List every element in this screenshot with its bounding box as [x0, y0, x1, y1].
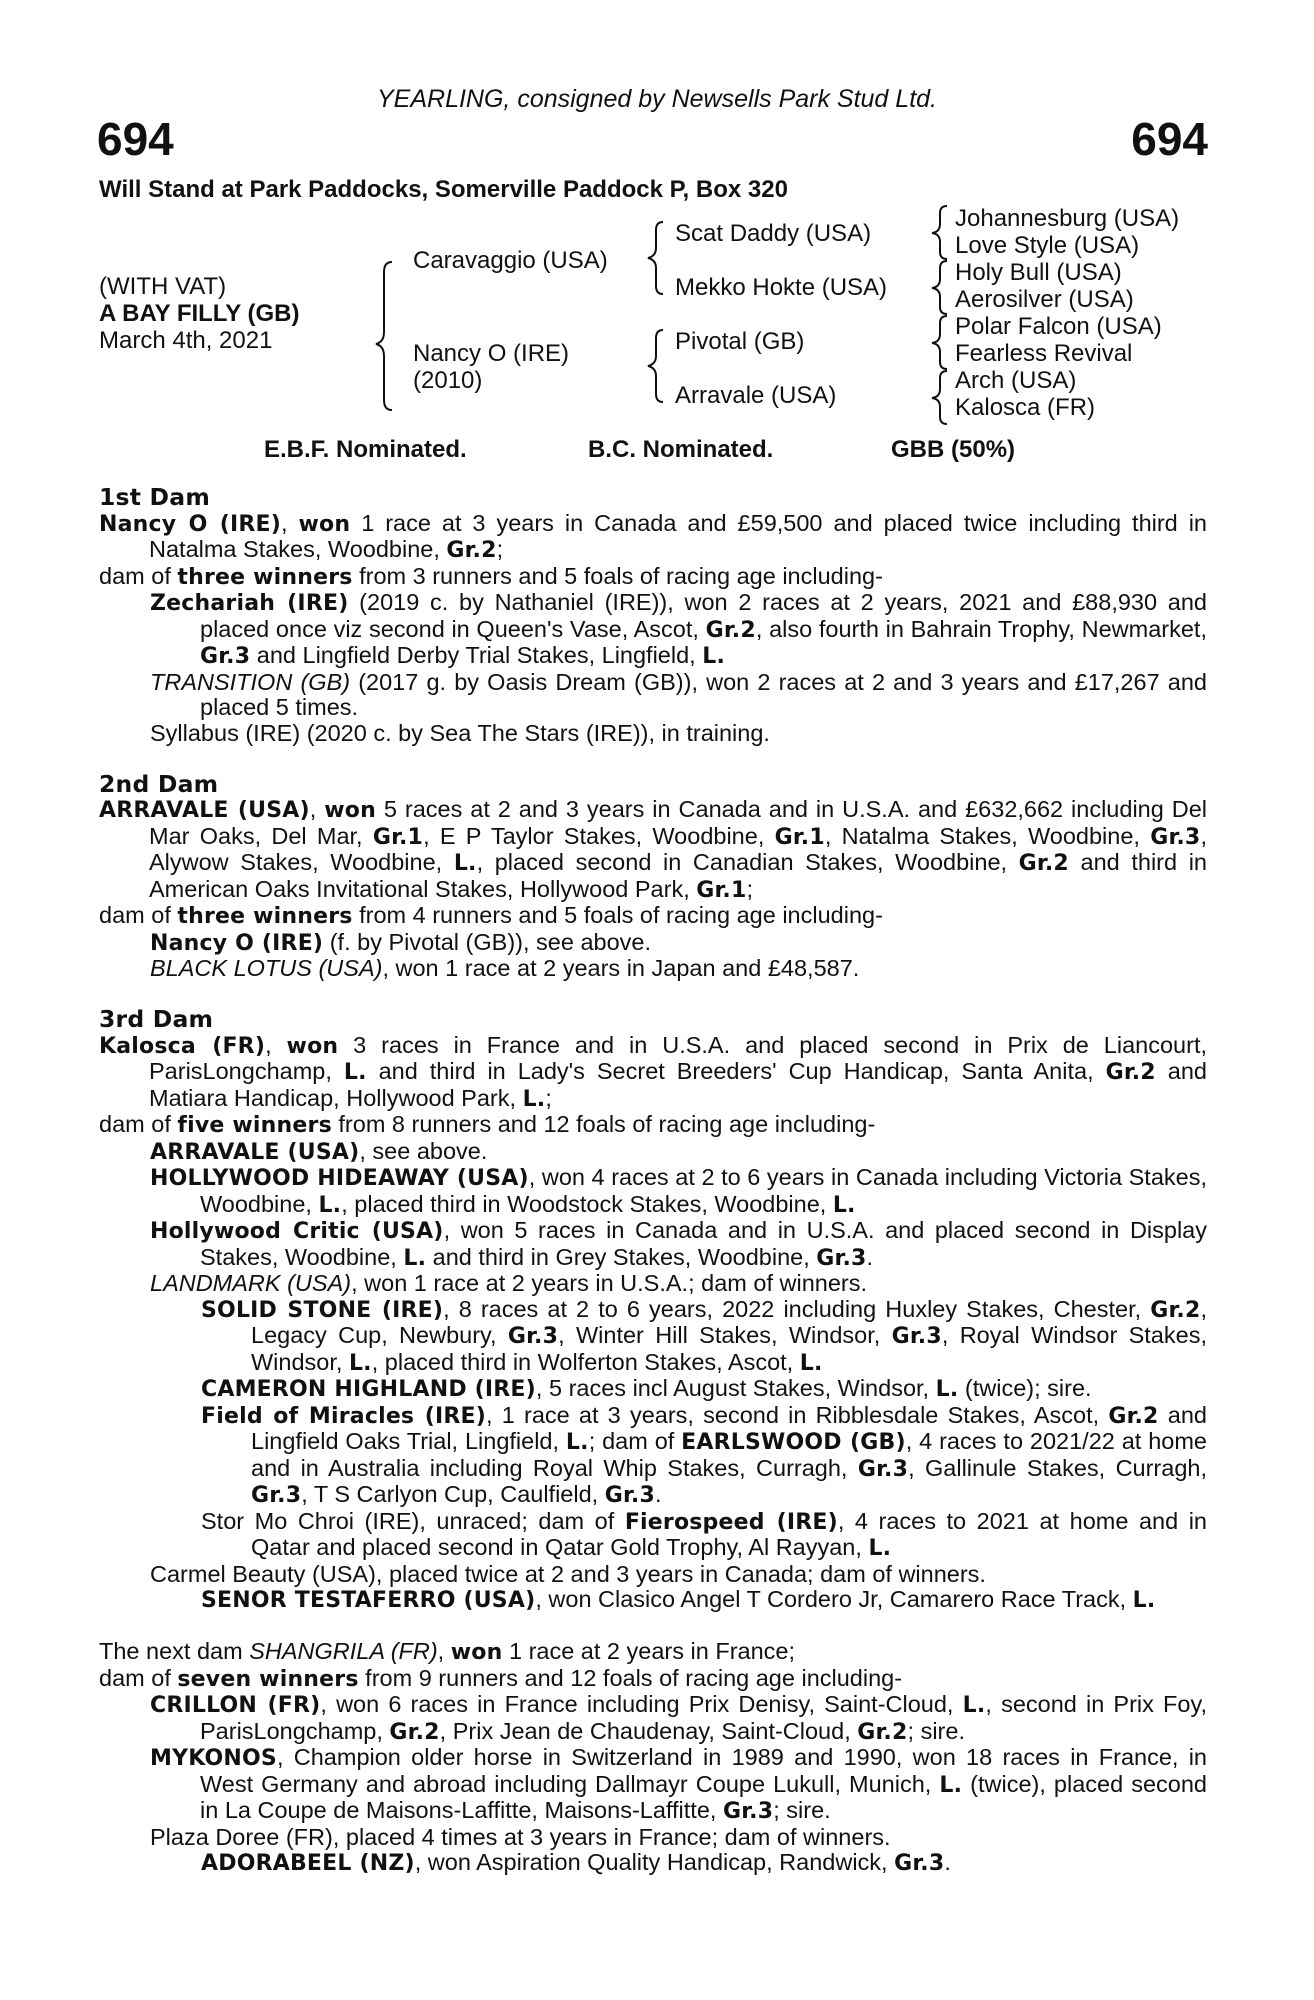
gen3-7: Arch (USA): [955, 367, 1077, 394]
gen3-6: Fearless Revival: [955, 340, 1133, 367]
produce-entry: CRILLON (FR), won 6 races in France including Prix Denisy, Saint-Cloud, L., second in Prix Foy, ParisLongchamp, Gr.2, Prix Jean de Chaudenay, Saint-Cloud, Gr.2; sire.: [150, 1691, 1207, 1745]
produce-entry: Syllabus (IRE) (2020 c. by Sea The Stars (IRE)), in training.: [150, 719, 770, 746]
gen3-1: Johannesburg (USA): [955, 205, 1180, 232]
produce-entry: HOLLYWOOD HIDEAWAY (USA), won 4 races at 2 to 6 years in Canada including Victoria Stakes, Woodbine, L., placed third in Woodstock Stakes, Woodbine, L.: [150, 1164, 1208, 1218]
grandsire-sire: Scat Daddy (USA): [675, 220, 872, 247]
gbb-note: GBB (50%): [891, 436, 1016, 463]
produce-entry: Zechariah (IRE) (2019 c. by Nathaniel (IRE)), won 2 races at 2 years, 2021 and £88,930 and placed once viz second in Queen's Vase, Ascot, Gr.2, also fourth in Bahrain Trophy, Newmarket, Gr.3 and Lingfield Derby Trial Stakes, Lingfield, L.: [150, 589, 1207, 669]
produce-entry: SOLID STONE (IRE), 8 races at 2 to 6 years, 2022 including Huxley Stakes, Chester, Gr.2, Legacy Cup, Newbury, Gr.3, Winter Hill Stakes, Windsor, Gr.3, Royal Windsor Stakes, Windsor, L., placed third in Wolferton Stakes, Ascot, L.: [201, 1295, 1208, 1376]
dam-entry: ARRAVALE (USA), won 5 races at 2 and 3 years in Canada and in U.S.A. and £632,662 including Del Mar Oaks, Del Mar, Gr.1, E P Taylor Stakes, Woodbine, Gr.1, Natalma Stakes, Woodbine, Gr.3, Alywow Stakes, Woodbine, L., placed second in Canadian Stakes, Woodbine, Gr.2 and third in American Oaks Invitational Stakes, Hollywood Park, Gr.1;: [99, 796, 1207, 903]
granddam-sire: Mekko Hokte (USA): [675, 274, 888, 301]
dam: Nancy O (IRE): [413, 340, 570, 367]
produce-entry: Hollywood Critic (USA), won 5 races in Canada and in U.S.A. and placed second in Display Stakes, Woodbine, L. and third in Grey Stakes, Woodbine, Gr.3.: [150, 1217, 1207, 1271]
bc-nomination: B.C. Nominated.: [588, 436, 774, 463]
dam-entry: dam of five winners from 8 runners and 12 foals of racing age including-: [99, 1111, 876, 1138]
gen3-4: Aerosilver (USA): [955, 286, 1134, 313]
produce-entry: Field of Miracles (IRE), 1 race at 3 years, second in Ribblesdale Stakes, Ascot, Gr.2 and Lingfield Oaks Trial, Lingfield, L.; dam of EARLSWOOD (GB), 4 races to 2021/22 at home and in Australia including Royal Whip Stakes, Curragh, Gr.3, Gallinule Stakes, Curragh, Gr.3, T S Carlyon Cup, Caulfield, Gr.3.: [201, 1401, 1207, 1508]
gen3-3: Holy Bull (USA): [955, 259, 1122, 286]
ebf-nomination: E.B.F. Nominated.: [264, 436, 467, 463]
lot-number-left: 694: [97, 113, 174, 165]
produce-entry: TRANSITION (GB) (2017 g. by Oasis Dream (GB)), won 2 races at 2 and 3 years and £17,267 and placed 5 times.: [150, 668, 1207, 720]
stand-location: Will Stand at Park Paddocks, Somerville Paddock P, Box 320: [99, 176, 788, 203]
produce-entry: Stor Mo Chroi (IRE), unraced; dam of Fierospeed (IRE), 4 races to 2021 at home and in Qatar and placed second in Qatar Gold Trophy, Al Rayyan, L.: [201, 1507, 1207, 1561]
section-heading: 1st Dam: [99, 483, 211, 511]
produce-entry: ADORABEEL (NZ), won Aspiration Quality Handicap, Randwick, Gr.3.: [201, 1849, 951, 1876]
gen3-8: Kalosca (FR): [955, 394, 1096, 421]
lot-number-right: 694: [1131, 113, 1208, 165]
produce-entry: BLACK LOTUS (USA), won 1 race at 2 years in Japan and £48,587.: [150, 955, 860, 981]
dam-entry: The next dam SHANGRILA (FR), won 1 race at 2 years in France;: [99, 1638, 796, 1665]
gen3-2: Love Style (USA): [955, 232, 1140, 259]
gen3-5: Polar Falcon (USA): [955, 313, 1162, 340]
dam-entry: dam of three winners from 3 runners and 5 foals of racing age including-: [99, 562, 883, 590]
section-gap: [99, 746, 1207, 772]
catalogue-body: [99, 485, 1207, 1877]
produce-entry: LANDMARK (USA), won 1 race at 2 years in U.S.A.; dam of winners.: [150, 1270, 868, 1296]
section-gap: [99, 982, 1207, 1008]
dam-year: (2010): [413, 367, 483, 394]
produce-entry: SENOR TESTAFERRO (USA), won Clasico Angel T Cordero Jr, Camarero Race Track, L.: [201, 1586, 1156, 1613]
vat-note: (WITH VAT): [99, 273, 227, 300]
grandsire-dam: Pivotal (GB): [675, 328, 805, 355]
section-heading: 2nd Dam: [99, 769, 219, 798]
produce-entry: Carmel Beauty (USA), placed twice at 2 and 3 years in Canada; dam of winners.: [150, 1560, 986, 1587]
lot-subject: A BAY FILLY (GB): [99, 300, 300, 327]
dam-entry: dam of seven winners from 9 runners and 12 foals of racing age including-: [99, 1664, 903, 1692]
produce-entry: ARRAVALE (USA), see above.: [150, 1137, 488, 1165]
dam-entry: Kalosca (FR), won 3 races in France and in U.S.A. and placed second in Prix de Liancourt, ParisLongchamp, L. and third in Lady's Secret Breeders' Cup Handicap, Santa Anita, Gr.2 and Matiara Handicap, Hollywood Park, L.;: [99, 1031, 1208, 1112]
section-gap: [99, 1614, 1207, 1640]
dam-entry: Nancy O (IRE), won 1 race at 3 years in Canada and £59,500 and placed twice including third in Natalma Stakes, Woodbine, Gr.2;: [99, 509, 1207, 563]
produce-entry: MYKONOS, Champion older horse in Switzerland in 1989 and 1990, won 18 races in France, in West Germany and abroad including Dallmayr Coupe Lukull, Munich, L. (twice), placed second in La Coupe de Maisons-Laffitte, Maisons-Laffitte, Gr.3; sire.: [150, 1744, 1207, 1824]
produce-entry: Nancy O (IRE) (f. by Pivotal (GB)), see above.: [150, 928, 652, 956]
consignment-line: YEARLING, consigned by Newsells Park Stud Ltd.: [377, 85, 937, 113]
dam-entry: dam of three winners from 4 runners and 5 foals of racing age including-: [99, 902, 883, 929]
produce-entry: Plaza Doree (FR), placed 4 times at 3 years in France; dam of winners.: [150, 1823, 891, 1850]
granddam-dam: Arravale (USA): [675, 382, 837, 409]
produce-entry: CAMERON HIGHLAND (IRE), 5 races incl August Stakes, Windsor, L. (twice); sire.: [201, 1375, 1092, 1402]
sire: Caravaggio (USA): [413, 247, 608, 274]
section-heading: 3rd Dam: [99, 1005, 214, 1033]
foaling-date: March 4th, 2021: [99, 327, 273, 354]
